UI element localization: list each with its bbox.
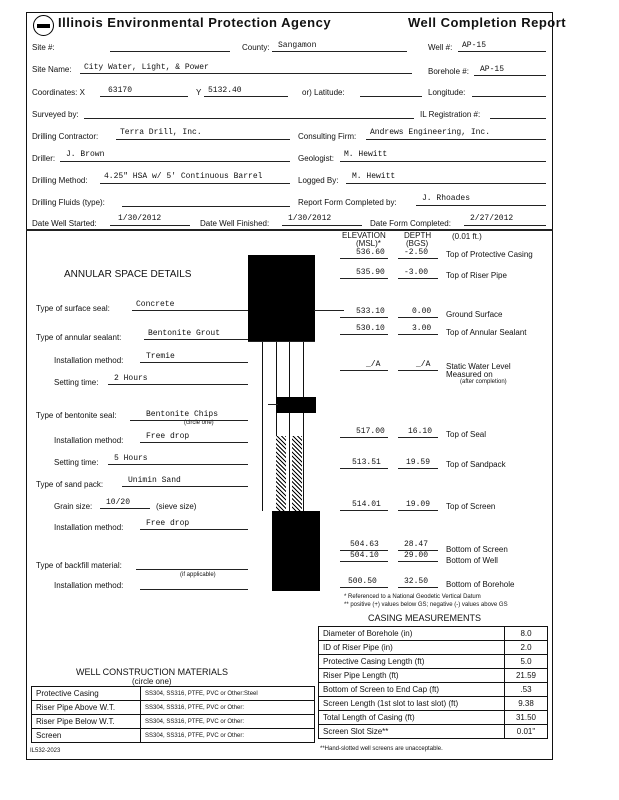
casing-label: Protective Casing Length (ft)	[319, 655, 505, 669]
depth-row-label: Top of Annular Sealant	[446, 328, 527, 337]
latitude-label: or) Latitude:	[302, 88, 345, 97]
elevation-header: ELEVATION	[342, 231, 386, 240]
depth-row-label: Top of Seal	[446, 430, 487, 439]
county-label: County:	[242, 43, 270, 52]
bentonite-seal-value: Bentonite Chips	[146, 410, 219, 419]
materials-heading: WELL CONSTRUCTION MATERIALS	[76, 667, 229, 677]
installation-method-label: Installation method:	[54, 356, 124, 365]
static-water-measured: Measured on	[446, 370, 493, 379]
header-divider	[26, 229, 553, 231]
sandpack-hatch-right	[292, 436, 302, 512]
casing-label: Screen Slot Size**	[319, 725, 505, 739]
coordinate-y-value: 5132.40	[208, 86, 242, 95]
casing-value: 2.0	[505, 641, 548, 655]
depth-row-label: Top of Riser Pipe	[446, 271, 507, 280]
coordinate-x-value: 63170	[108, 86, 133, 95]
depth-value: _/A	[416, 360, 431, 369]
setting-time-2-value: 5 Hours	[114, 454, 148, 463]
depth-row-label: Static Water Level	[446, 362, 511, 371]
well-number-label: Well #:	[428, 43, 453, 52]
depth-row-label: Bottom of Screen	[446, 545, 508, 554]
date-form-completed-label: Date Form Completed:	[370, 219, 451, 228]
table-row	[32, 729, 315, 743]
geologist-label: Geologist:	[298, 154, 335, 163]
setting-time-label: Setting time:	[54, 378, 99, 387]
elevation-value: 533.10	[356, 307, 385, 316]
casing-label: Screen Length (1st slot to last slot) (ft)	[319, 697, 505, 711]
casing-label: Diameter of Borehole (in)	[319, 627, 505, 641]
setting-time-value: 2 Hours	[114, 374, 148, 383]
driller-label: Driller:	[32, 154, 56, 163]
depth-row-label: Top of Screen	[446, 502, 496, 511]
site-number-label: Site #:	[32, 43, 55, 52]
surface-seal-value: Concrete	[136, 300, 175, 309]
casing-label: Total Length of Casing (ft)	[319, 711, 505, 725]
installation-method-value: Tremie	[146, 352, 175, 361]
protective-casing-block	[248, 255, 315, 341]
depth-value: -3.00	[404, 268, 429, 277]
site-name-value: City Water, Light, & Power	[84, 63, 209, 72]
site-name-label: Site Name:	[32, 65, 72, 74]
driller-value: J. Brown	[66, 150, 105, 159]
material-label: Screen	[32, 729, 141, 743]
annular-heading: ANNULAR SPACE DETAILS	[64, 269, 192, 280]
depth-value: 28.47	[404, 540, 429, 549]
elevation-value: 500.50	[348, 577, 377, 586]
table-row	[319, 669, 548, 683]
drilling-contractor-label: Drilling Contractor:	[32, 132, 99, 141]
coordinates-label: Coordinates: X	[32, 88, 85, 97]
borehole-value: AP-15	[480, 65, 505, 74]
depth-row-label: Ground Surface	[446, 310, 503, 319]
elevation-value: 504.63	[350, 540, 379, 549]
casing-value: 5.0	[505, 655, 548, 669]
drilling-fluids-label: Drilling Fluids (type):	[32, 198, 105, 207]
agency-logo-icon	[33, 15, 54, 36]
installation-method-3-label: Installation method:	[54, 523, 124, 532]
logged-by-label: Logged By:	[298, 176, 339, 185]
county-value: Sangamon	[278, 41, 317, 50]
material-options: SS304, SS316, PTFE, PVC or Other:	[141, 729, 315, 743]
sign-note: ** positive (+) values below GS; negative (-) values above GS	[344, 602, 508, 608]
elevation-value: 517.00	[356, 427, 385, 436]
drilling-contractor-value: Terra Drill, Inc.	[120, 128, 202, 137]
casing-table	[318, 626, 548, 739]
borehole-bottom-block	[272, 511, 320, 591]
date-form-completed-value: 2/27/2012	[470, 214, 514, 223]
elevation-value: _/A	[366, 360, 381, 369]
casing-heading: CASING MEASUREMENTS	[368, 613, 482, 623]
date-started-label: Date Well Started:	[32, 219, 97, 228]
elevation-value: 514.01	[352, 500, 381, 509]
grain-size-value: 10/20	[106, 498, 131, 507]
annular-sealant-label: Type of annular sealant:	[36, 333, 122, 342]
material-label: Riser Pipe Above W.T.	[32, 701, 141, 715]
borehole-label: Borehole #:	[428, 67, 469, 76]
coordinate-y-label: Y	[196, 88, 202, 97]
well-number-value: AP-15	[462, 41, 487, 50]
form-id: IL532-2023	[30, 748, 61, 754]
elevation-value: 536.60	[356, 248, 385, 257]
drilling-method-value: 4.25" HSA w/ 5' Continuous Barrel	[104, 172, 263, 181]
materials-circle-note: (circle one)	[132, 677, 172, 686]
table-row	[319, 683, 548, 697]
casing-label: Bottom of Screen to End Cap (ft)	[319, 683, 505, 697]
material-options: SS304, SS316, PTFE, PVC or Other:	[141, 715, 315, 729]
casing-label: ID of Riser Pipe (in)	[319, 641, 505, 655]
material-label: Protective Casing	[32, 687, 141, 701]
elevation-value: 530.10	[356, 324, 385, 333]
sand-pack-label: Type of sand pack:	[36, 480, 104, 489]
bentonite-seal-label: Type of bentonite seal:	[36, 411, 117, 420]
table-row	[319, 725, 548, 739]
casing-value: 0.01"	[505, 725, 548, 739]
form-completed-by-value: J. Rhoades	[422, 194, 471, 203]
depth-row-label: Bottom of Borehole	[446, 580, 515, 589]
setting-time-2-label: Setting time:	[54, 458, 99, 467]
casing-footnote: **Hand-slotted well screens are unacceptable.	[320, 746, 443, 752]
material-options: SS304, SS316, PTFE, PVC or Other:	[141, 701, 315, 715]
depth-row-label: Bottom of Well	[446, 556, 498, 565]
depth-value: 32.50	[404, 577, 429, 586]
date-finished-value: 1/30/2012	[288, 214, 332, 223]
drilling-method-label: Drilling Method:	[32, 176, 88, 185]
geologist-value: M. Hewitt	[344, 150, 388, 159]
table-row	[32, 687, 315, 701]
date-finished-label: Date Well Finished:	[200, 219, 270, 228]
il-registration-label: IL Registration #:	[420, 110, 481, 119]
installation-method-2-label: Installation method:	[54, 436, 124, 445]
table-row	[32, 701, 315, 715]
consulting-firm-label: Consulting Firm:	[298, 132, 357, 141]
sandpack-hatch-left	[276, 436, 286, 512]
depth-unit: (BGS)	[406, 239, 429, 248]
depth-value: 19.59	[406, 458, 431, 467]
longitude-label: Longitude:	[428, 88, 466, 97]
casing-value: 9.38	[505, 697, 548, 711]
casing-value: 8.0	[505, 627, 548, 641]
table-row	[32, 715, 315, 729]
grain-size-label: Grain size:	[54, 502, 93, 511]
reference-note: * Referenced to a National Geodetic Vertical Datum	[344, 594, 481, 600]
table-row	[319, 697, 548, 711]
table-row	[319, 711, 548, 725]
bentonite-circle-note: (circle one)	[184, 420, 214, 426]
elevation-unit: (MSL)*	[356, 239, 381, 248]
bentonite-seal-block	[276, 397, 316, 413]
depth-value: 16.10	[408, 427, 433, 436]
casing-value: .53	[505, 683, 548, 697]
elevation-value: 513.51	[352, 458, 381, 467]
table-row	[319, 627, 548, 641]
date-started-value: 1/30/2012	[118, 214, 162, 223]
sand-pack-value: Unimin Sand	[128, 476, 181, 485]
depth-value: 29.00	[404, 551, 429, 560]
report-title: Well Completion Report	[408, 15, 567, 30]
installation-method-2-value: Free drop	[146, 432, 190, 441]
table-row	[319, 655, 548, 669]
annular-sealant-value: Bentonite Grout	[148, 329, 221, 338]
static-water-sub: (after completion)	[460, 379, 507, 385]
precision-note: (0.01 ft.)	[452, 232, 482, 241]
depth-header: DEPTH	[404, 231, 432, 240]
backfill-note: (if applicable)	[180, 572, 216, 578]
logged-by-value: M. Hewitt	[352, 172, 396, 181]
surface-seal-label: Type of surface seal:	[36, 304, 110, 313]
depth-row-label: Top of Sandpack	[446, 460, 506, 469]
depth-value: 19.09	[406, 500, 431, 509]
material-label: Riser Pipe Below W.T.	[32, 715, 141, 729]
installation-method-4-label: Installation method:	[54, 581, 124, 590]
grain-size-note: (sieve size)	[156, 502, 197, 511]
elevation-value: 504.10	[350, 551, 379, 560]
agency-name: Illinois Environmental Protection Agency	[58, 15, 332, 30]
table-row	[319, 641, 548, 655]
material-options: SS304, SS316, PTFE, PVC or Other:Steel	[141, 687, 315, 701]
installation-method-3-value: Free drop	[146, 519, 190, 528]
depth-value: 0.00	[412, 307, 432, 316]
form-completed-by-label: Report Form Completed by:	[298, 198, 397, 207]
depth-row-label: Top of Protective Casing	[446, 250, 533, 259]
materials-table	[31, 686, 315, 743]
casing-label: Riser Pipe Length (ft)	[319, 669, 505, 683]
consulting-firm-value: Andrews Engineering, Inc.	[370, 128, 491, 137]
casing-value: 21.59	[505, 669, 548, 683]
depth-value: -2.50	[404, 248, 429, 257]
elevation-value: 535.90	[356, 268, 385, 277]
surveyed-by-label: Surveyed by:	[32, 110, 79, 119]
backfill-label: Type of backfill material:	[36, 561, 122, 570]
depth-value: 3.00	[412, 324, 432, 333]
casing-value: 31.50	[505, 711, 548, 725]
